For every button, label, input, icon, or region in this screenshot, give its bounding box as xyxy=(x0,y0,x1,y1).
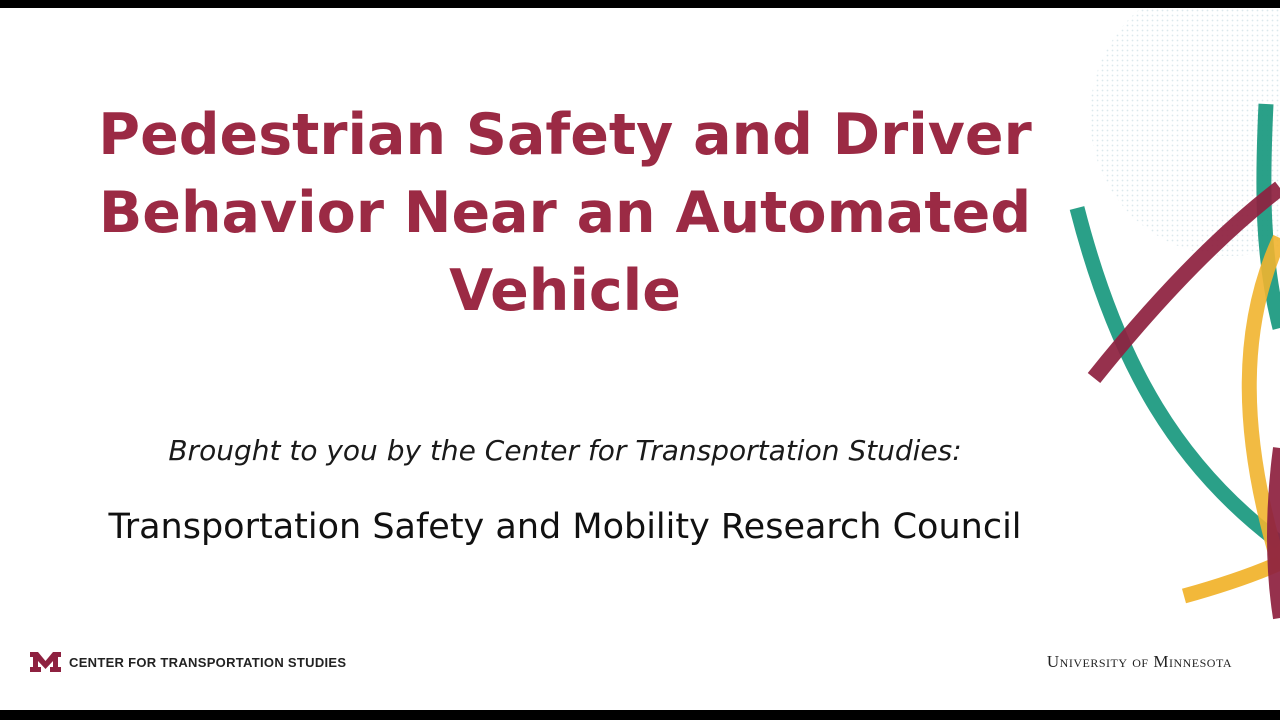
title-line-1: Pedestrian Safety and Driver xyxy=(98,102,1032,168)
subtitle: Brought to you by the Center for Transportation Studies: xyxy=(168,434,962,467)
university-wordmark: University of Minnesota xyxy=(1046,652,1232,671)
slide xyxy=(0,8,1280,710)
maroon-arc-edge xyxy=(1274,448,1280,618)
title-line-2: Behavior Near an Automated xyxy=(98,180,1032,246)
university-m-icon xyxy=(30,652,61,672)
council-name: Transportation Safety and Mobility Research Council xyxy=(108,507,1022,547)
title-line-3: Vehicle xyxy=(449,258,681,324)
cts-logo xyxy=(30,652,346,672)
slide-title xyxy=(60,96,1070,330)
gold-arc-bottom xyxy=(1184,563,1280,596)
cts-label: CENTER FOR TRANSPORTATION STUDIES xyxy=(69,654,347,670)
